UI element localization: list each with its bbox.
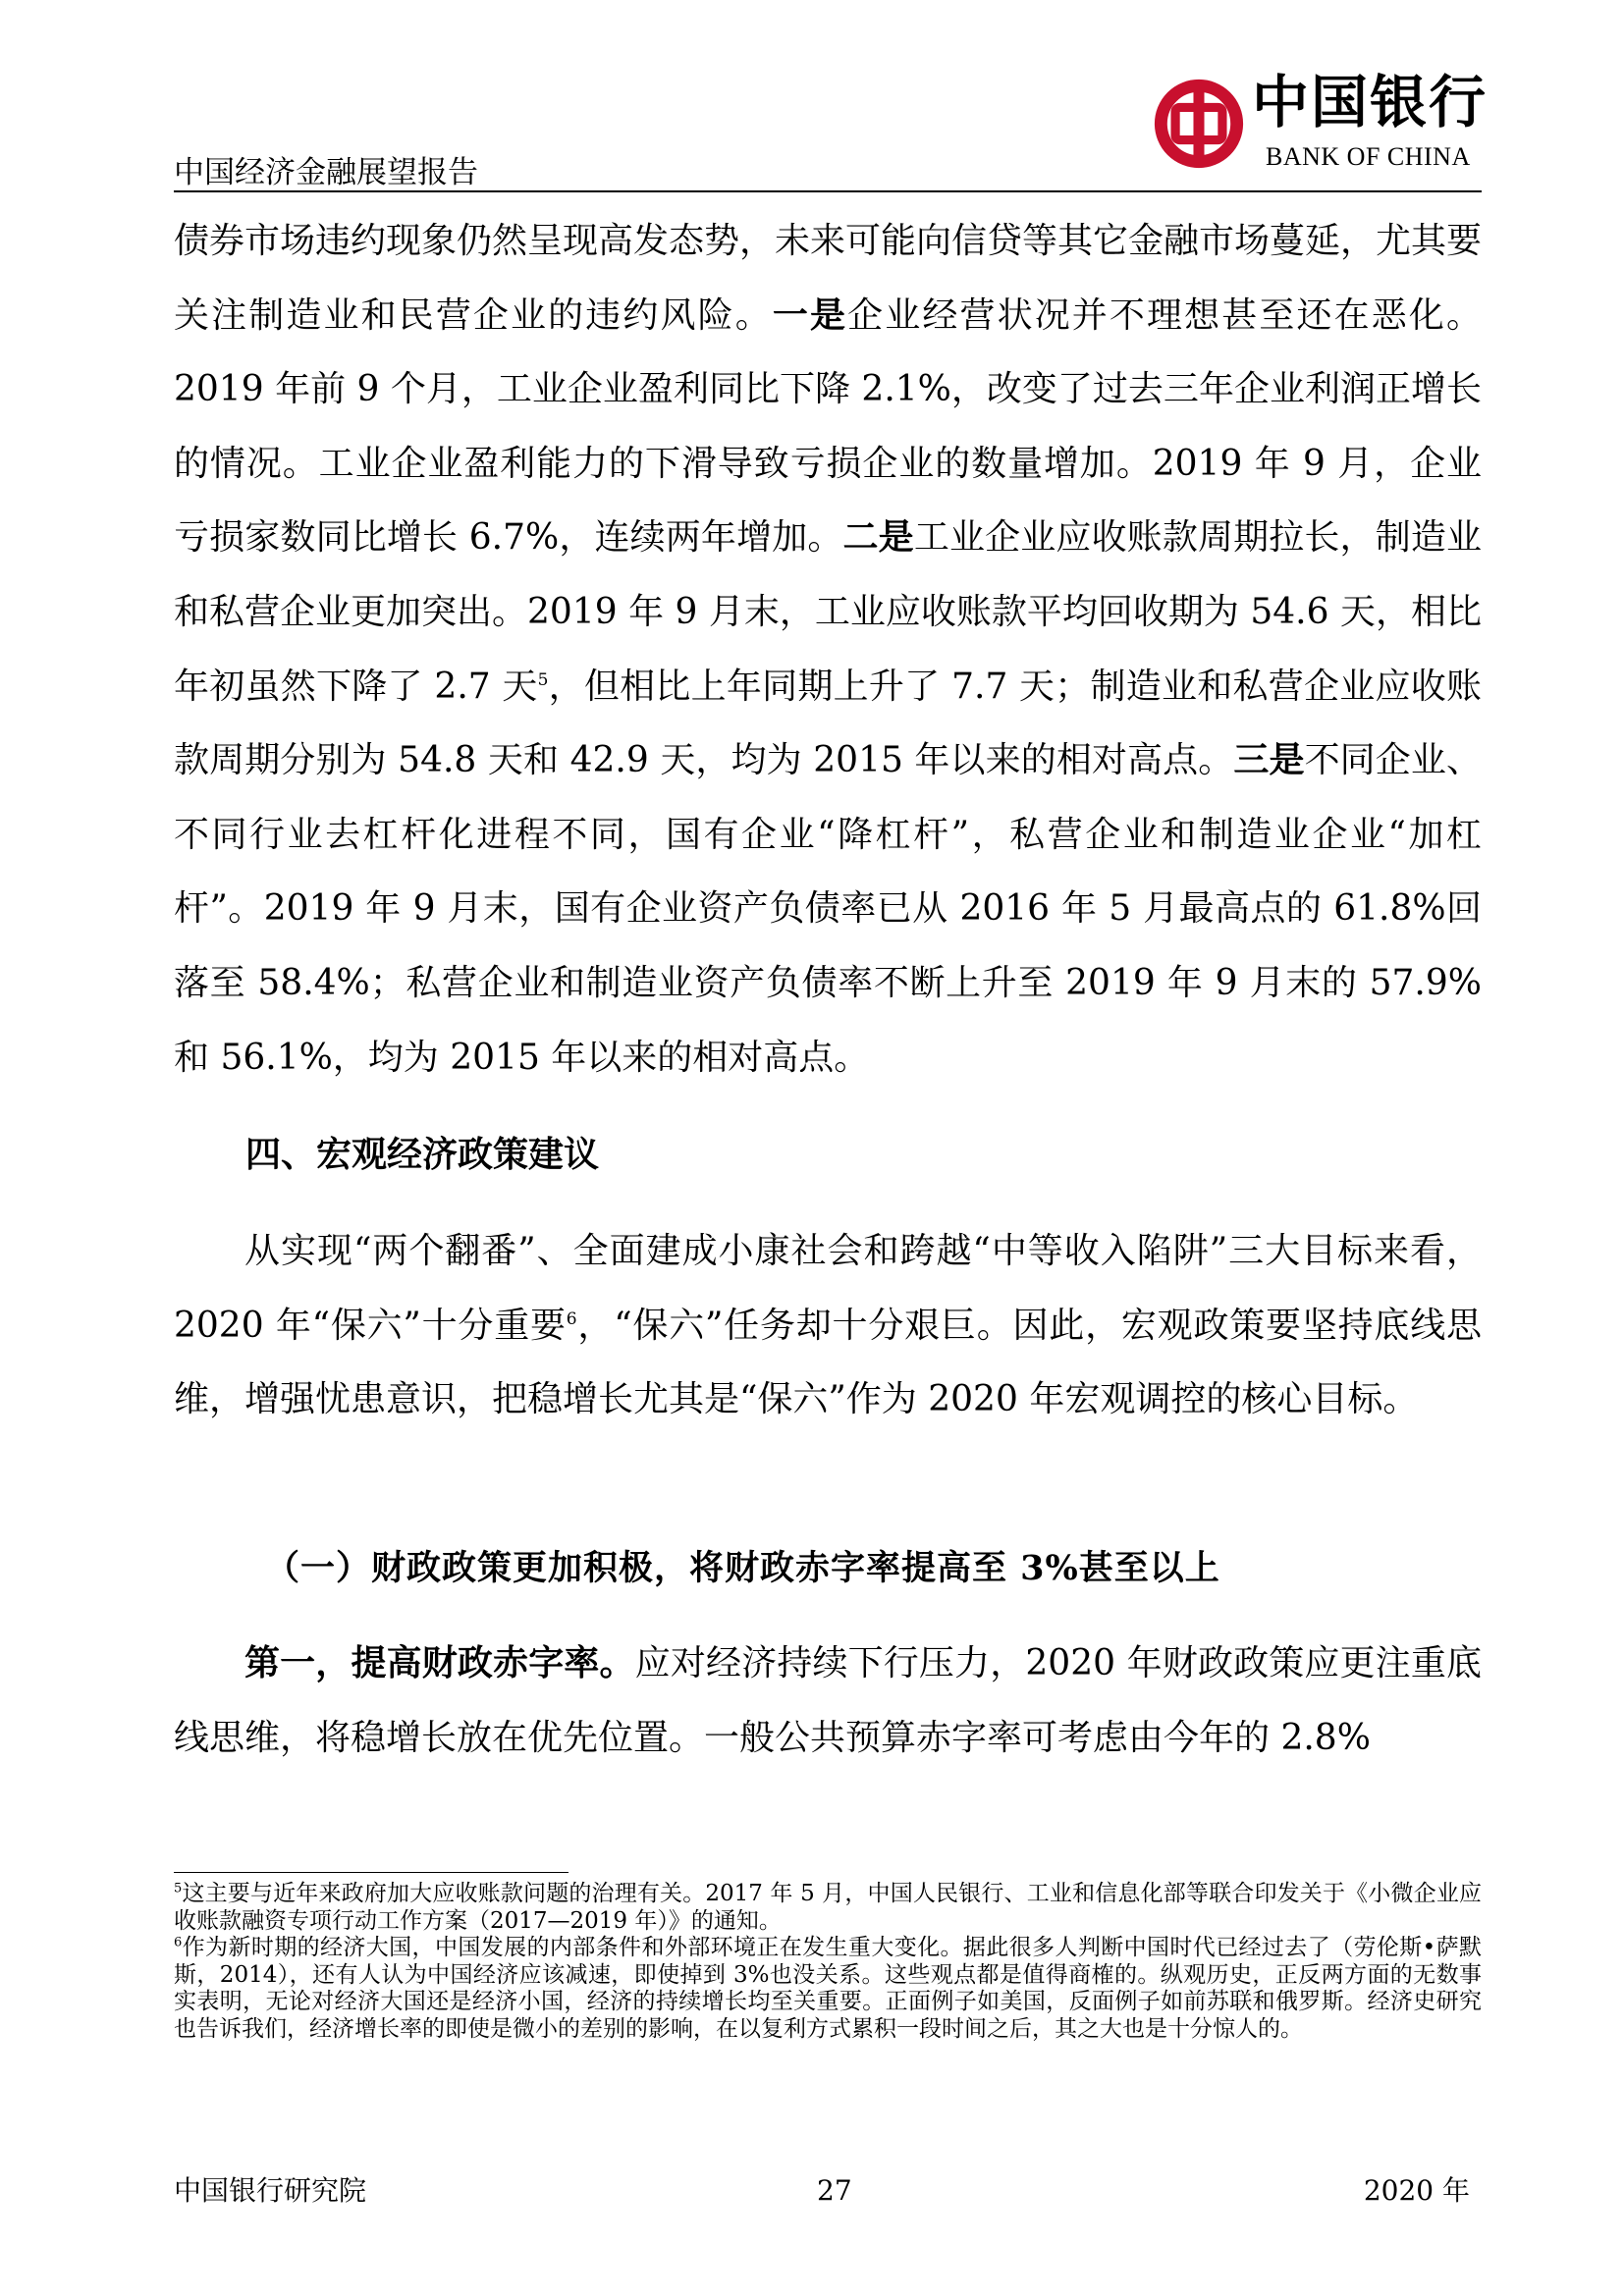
bold-lead: 二是 (842, 516, 914, 559)
page-footer (174, 2171, 1482, 2211)
footnote-number: 6 (174, 1935, 183, 1950)
bank-logo (1154, 67, 1488, 177)
logo-chinese-name: 中国银行 (1252, 69, 1489, 135)
report-title: 中国经济金融展望报告 (174, 155, 478, 190)
text-run: 债券市场违约现象仍然呈现高发态势，未来可能向信贷等其它金融市场蔓延，尤其要关注制造业和民营企业的违约风险。 (174, 221, 1483, 336)
paragraph-policy-goal (174, 1214, 1482, 1437)
header-divider (174, 190, 1482, 192)
footnote-divider (174, 1872, 568, 1873)
bold-lead: 一是 (772, 294, 848, 336)
paragraph-default-risk (174, 204, 1482, 1095)
paragraph-fiscal-deficit (174, 1627, 1482, 1775)
text-run: 应对经济持续下行压力，2020 年财政政策应更注重底线思维，将稳增长放在优先位置。一般公共预算赤字率可考虑由今年的 2.8% (174, 1643, 1482, 1758)
text-run: ，“保六”任务却十分艰巨。因此，宏观政策要坚持底线思维，增强忧患意识，把稳增长尤其是“保六”作为 2020 年宏观调控的核心目标。 (174, 1305, 1483, 1420)
page-header (0, 0, 1624, 201)
logo-english-name: BANK OF CHINA (1266, 142, 1471, 171)
footnote-text: 这主要与近年来政府加大应收账款问题的治理有关。2017 年 5 月，中国人民银行、工业和信息化部等联合印发关于《小微企业应收账款融资专项行动工作方案（2017—2019 年）》的通知。 (174, 1881, 1482, 1934)
page-number: 27 (817, 2174, 852, 2207)
bold-lead: 第一，提高财政赤字率。 (244, 1642, 635, 1683)
footnote-ref: 5 (537, 669, 549, 690)
text-run: ，但相比上年同期上升了 7.7 天；制造业和私营企业应收账款周期分别为 54.8 天和 42.9 天，均为 2015 年以来的相对高点。 (174, 666, 1482, 781)
footnote-item (174, 1881, 1482, 1935)
footer-year: 2020 年 (1363, 2174, 1470, 2207)
footer-institute: 中国银行研究院 (174, 2174, 367, 2207)
subsection-heading: （一）财政政策更加积极，将财政赤字率提高至 3%甚至以上 (265, 1548, 1220, 1588)
text-run: 从实现“两个翻番”、全面建成小康社会和跨越“中等收入陷阱”三大目标来看，2020 年“保六”十分重要 (174, 1231, 1482, 1346)
text-run: 不同企业、不同行业去杠杆化进程不同，国有企业“降杠杆”，私营企业和制造业企业“加杠杆”。2019 年 9 月末，国有企业资产负债率已从 2016 年 5 月最高点的 61.8%回落至 58.4%；私营企业和制造业资产负债率不断上升至 2019 年 9 月末的 57.9%和 56.1%，均为 2015 年以来的相对高点。 (174, 740, 1482, 1078)
footnote-number: 5 (174, 1881, 183, 1896)
bold-lead: 三是 (1233, 739, 1305, 781)
footnote-text: 作为新时期的经济大国，中国发展的内部条件和外部环境正在发生重大变化。据此很多人判断中国时代已经过去了（劳伦斯•萨默斯，2014），还有人认为中国经济应该减速，即使掉到 3%也没关系。这些观点都是值得商榷的。纵观历史，正反两方面的无数事实表明，无论对经济大国还是经济小国，经济的持续增长均至关重要。正面例子如美国，反面例子如前苏联和俄罗斯。经济史研究也告诉我们，经济增长率的即使是微小的差别的影响，在以复利方式累积一段时间之后，其之大也是十分惊人的。 (174, 1935, 1482, 2042)
footnote-item (174, 1935, 1482, 2043)
text-run: 工业企业应收账款周期拉长，制造业和私营企业更加突出。2019 年 9 月末，工业应收账款平均回收期为 54.6 天，相比年初虽然下降了 2.7 天 (174, 517, 1482, 707)
bank-of-china-emblem-icon (1154, 79, 1244, 169)
section-heading: 四、宏观经济政策建议 (245, 1134, 600, 1175)
footnote-ref: 6 (566, 1308, 577, 1329)
text-run: 企业经营状况并不理想甚至还在恶化。2019 年前 9 个月，工业企业盈利同比下降 2.1%，改变了过去三年企业利润正增长的情况。工业企业盈利能力的下滑导致亏损企业的数量增加。2019 年 9 月，企业亏损家数同比增长 6.7%，连续两年增加。 (174, 294, 1482, 559)
footnotes (174, 1881, 1482, 2043)
